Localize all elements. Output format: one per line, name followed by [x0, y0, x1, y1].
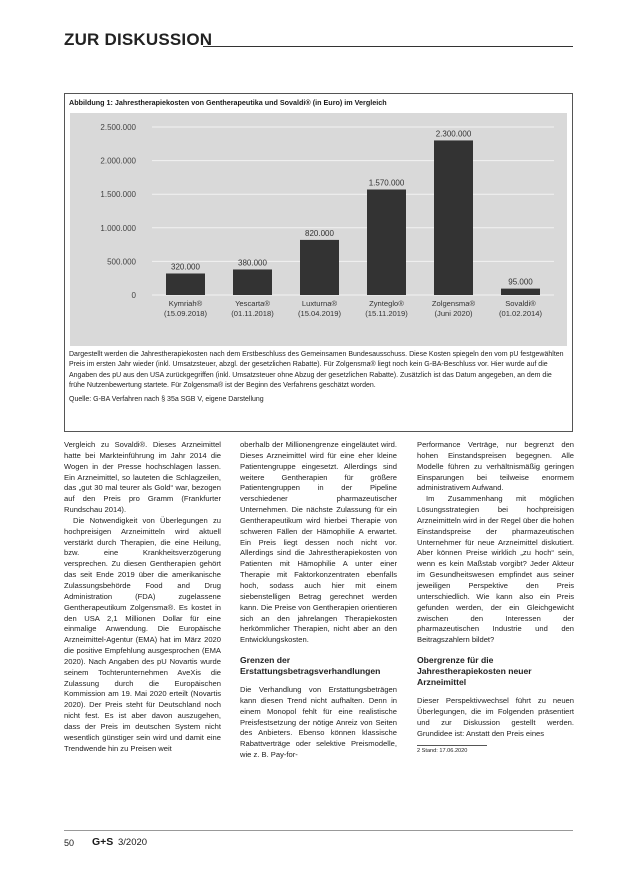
x-tick-date: (15.11.2019)	[365, 309, 408, 318]
paragraph: Im Zusammenhang mit möglichen Lösungsstrategien bei hochpreisigen Arzneimitteln wird in der Regel über die hohen Einstandspreise der pharmazeutischen Unternehmer für neue Arzneimittel diskutiert. Aber können Preise wirklich „zu hoch“ sein, wenn es kein Maßstab vorgibt? Jeder Akteur im Gesundheitswesen empfindet aus seiner jeweiligen Perspektive den Preis unterschiedlich. Wie kann also ein Preis gefunden werden, der ein Gleichgewicht zwischen den Interessen der pharmazeutischen Industrie und den Beitragszahlern bildet?	[417, 494, 574, 645]
y-tick-label: 1.500.000	[100, 190, 136, 200]
bar	[434, 140, 473, 295]
y-tick-label: 500.000	[107, 257, 136, 267]
x-tick-label: Luxturna®	[301, 299, 338, 308]
issue-number: 3/2020	[118, 837, 148, 848]
data-label: 1.570.000	[368, 178, 405, 188]
y-tick-label: 2.500.000	[100, 123, 136, 132]
y-tick-label: 0	[131, 291, 136, 300]
footer-rule	[64, 830, 573, 831]
figure-box	[64, 93, 573, 432]
figure-title: Abbildung 1: Jahrestherapiekosten von Gentherapeutika und Sovaldi® (in Euro) im Vergleich	[69, 98, 387, 107]
x-tick-label: Yescarta®	[235, 299, 270, 308]
bar	[233, 269, 272, 295]
paragraph: Die Notwendigkeit von Überlegungen zu hochpreisigen Arzneimitteln wird aktuell verstärkt durch Therapien, die eine Heilung, bzw. eine Krankheitsverzögerung versprechen. Zu diesen Gentherapien gehört das seit Ende 2019 über die amerikanische Zulassungsbehörde Food and Drug Administration (FDA) zugelassene Gentherapeutikum Zolgensma®. Es kostet in den USA 2,1 Millionen Dollar für eine einmalige Anwendung. Die Europäische Arzneimittel-Agentur (EMA) hat im März 2020 die positive Empfehlung ausgesprochen (EMA 2020). Nach Angaben des pU Novartis wurde seinem Tochterunternehmen AveXis die Zulassung durch die Europäischen Kommission am 19. Mai 2020 erteilt (Novartis 2020). Der Preis steht für Deutschland noch nicht fest. Es ist aber davon auszugehen, dass der Preis im deutschen System nicht wesentlich günstiger sein wird und damit eine Trendwende hin zu Preisen weit	[64, 515, 221, 753]
section-rule	[203, 46, 573, 47]
bar	[166, 273, 205, 295]
data-label: 320.000	[171, 262, 200, 272]
section-heading: Grenzen der Erstattungsbetragsverhandlungen	[240, 655, 381, 677]
paragraph: Vergleich zu Sovaldi®. Dieses Arzneimittel hatte bei Markteinführung im Jahr 2014 die Wogen in der Presse hochschlagen lassen. Ein Arzneimittel, so lauteten die Schlagzeilen, das „gut 30 mal teurer als Gold“ war, bezogen auf den Preis pro Gramm (Frankfurter Rundschau 2014).	[64, 440, 221, 515]
footnote: 2 Stand: 17.06.2020	[417, 748, 468, 755]
data-label: 95.000	[508, 277, 533, 287]
x-tick-label: Sovaldi®	[505, 299, 536, 308]
figure-source: Quelle: G-BA Verfahren nach § 35a SGB V, eigene Darstellung	[69, 396, 264, 404]
x-tick-date: (Juni 2020)	[434, 309, 473, 318]
paragraph: Dieser Perspektivwechsel führt zu neuen Überlegungen, die im Folgenden präsentiert und zur Diskussion gestellt werden. Grundidee ist: Anstatt den Preis eines	[417, 696, 574, 738]
caption-text: Dargestellt werden die Jahrestherapiekosten nach dem Erstbeschluss des Gemeinsamen Bundesausschuss. Diese Kosten spiegeln den vom pU festgewählten Preis im ersten Jahr wieder (inkl. Umsatzsteuer, abzgl. der gesetzlichen Rabatte). Für Zolgensma® liegt noch kein G-BA-Beschluss vor. Hier wurde auf die Angaben des pU aus den USA zurückgegriffen (inkl. Umsatzsteuer ohne Abzug der gesetzlichen Rabatte). Zusätzlich ist das Datum angegeben, an dem die frühe Nutzenbewertung startete. Für Zolgensma® ist der Beginn des Verfahrens geschätzt worden.	[69, 351, 564, 389]
paragraph: Performance Verträge, nur begrenzt den hohen Einstandspreisen begegnen. Alle Modelle führen zu verhältnismäßig geringen Einsparungen bei teilweise enormem administrativem Aufwand.	[417, 440, 574, 493]
bar	[300, 240, 339, 295]
bar	[501, 289, 540, 295]
data-label: 820.000	[305, 228, 334, 238]
x-tick-label: Zynteglo®	[369, 299, 404, 308]
page-number: 50	[64, 838, 75, 848]
x-tick-date: (15.04.2019)	[297, 309, 342, 318]
section-heading: Obergrenze für die Jahrestherapiekosten neuer Arzneimittel	[417, 655, 532, 688]
figure-caption	[69, 350, 567, 405]
x-tick-date: (15.09.2018)	[163, 309, 208, 318]
text-column-2	[240, 440, 397, 761]
data-label: 380.000	[238, 258, 267, 268]
data-label: 2.300.000	[435, 129, 472, 139]
x-tick-label: Zolgensma®	[431, 299, 476, 308]
section-title: ZUR DISKUSSION	[64, 30, 213, 49]
x-tick-date: (01.02.2014)	[498, 309, 543, 318]
x-tick-label: Kymriah®	[168, 299, 203, 308]
chart-svg	[70, 113, 567, 346]
y-tick-label: 1.000.000	[100, 223, 136, 233]
text-column-3	[417, 440, 574, 756]
journal-name: G+S	[92, 836, 114, 848]
y-tick-label: 2.000.000	[100, 156, 136, 166]
text-column-1	[64, 440, 221, 754]
paragraph: oberhalb der Millionengrenze eingeläutet wird. Dieses Arzneimittel wird für eine eher kleine Patientengruppe eingesetzt. Allerdings sind weitere Gentherapien für größere Patientengruppen in der Pipeline verschiedener pharmazeutischer Unternehmen. Die nächste Zulassung für ein Gentherapeutikum wird hierbei Therapie von schweren Fällen der Hämophilie A erwartet. Ein Preis liegt dessen noch nicht vor. Allerdings sind die Jahrestherapiekosten von Patienten mit Hämophilie A unter einer Therapie mit Faktorkonzentraten ebenfalls hoch, sodass auch hier mit einem siebenstelligen Betrag gerechnet werden kann. Die Preise von Gentherapien orientieren sich an den jahrelangen Therapiekosten herkömmlicher Therapien, nicht aber an den Entwicklungskosten.	[240, 440, 397, 645]
footnote-rule	[417, 745, 487, 746]
bar-chart	[70, 113, 567, 346]
paragraph: Die Verhandlung von Erstattungsbeträgen kann diesen Trend nicht aufhalten. Denn in einem Monopol fehlt für eine realistische Preisfestsetzung der nötige Anreiz von Seiten des Anbieters. Ebenso können klassische Rabattverträge oder selektive Preismodelle, wie z. B. Pay-for-	[240, 685, 397, 760]
x-tick-date: (01.11.2018)	[231, 309, 274, 318]
bar	[367, 189, 406, 295]
